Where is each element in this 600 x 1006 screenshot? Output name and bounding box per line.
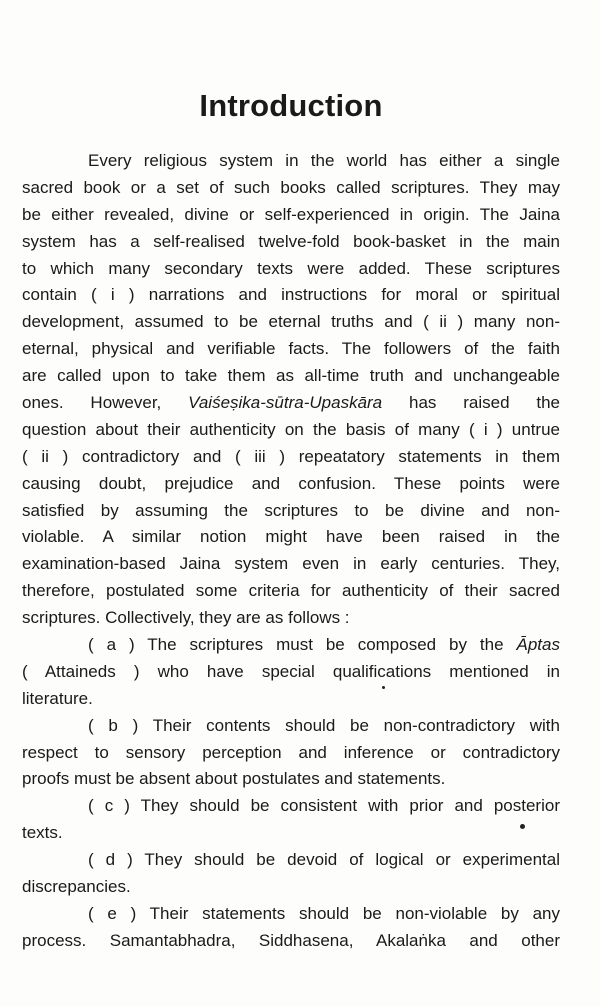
text-line: eternal, physical and verifiable facts. The followers of the faith: [22, 339, 560, 359]
text-line: Every religious system in the world has either a single: [88, 151, 560, 170]
text-line: literature.: [22, 688, 93, 708]
text-line: ( Attaineds ) who have special qualifications mentioned in: [22, 661, 560, 681]
text-line: contain ( i ) narrations and instructions for moral or spiritual: [22, 285, 560, 305]
text-segment: has raised the: [408, 393, 560, 413]
text-line: process. Samantabhadra, Siddhasena, Akalaṅka and other: [22, 930, 560, 950]
criterion-d-line: ( d ) They should be devoid of logical or experimental: [88, 850, 560, 870]
text-line: proofs must be absent about postulates and statements.: [22, 769, 446, 789]
ink-speck: [520, 824, 525, 829]
criterion-b-line: ( b ) Their contents should be non-contradictory with: [88, 715, 560, 735]
text-line: scriptures. Collectively, they are as follows :: [22, 608, 350, 628]
text-line: respect to sensory perception and inference or contradictory: [22, 742, 560, 762]
criterion-c-line: ( c ) They should be consistent with prior and posterior: [88, 796, 560, 816]
text-line: texts.: [22, 823, 63, 843]
text-line: sacred book or a set of such books called scriptures. They may: [22, 177, 560, 197]
text-line: be either revealed, divine or self-experienced in origin. The Jaina: [22, 204, 560, 224]
text-line: satisfied by assuming the scriptures to be divine and non-: [22, 500, 560, 520]
ink-speck: [382, 686, 385, 689]
text-segment: ones. However,: [22, 393, 162, 413]
text-line-with-italic-title: [22, 390, 560, 417]
text-segment: ( a ) The scriptures must be composed by the: [88, 635, 504, 655]
text-line: discrepancies.: [22, 877, 131, 897]
text-line: ( ii ) contradictory and ( iii ) repeatatory statements in them: [22, 446, 560, 466]
text-line: question about their authenticity on the basis of many ( i ) untrue: [22, 419, 560, 439]
criterion-a-line: [22, 632, 560, 659]
text-line: causing doubt, prejudice and confusion. These points were: [22, 473, 560, 493]
text-line: development, assumed to be eternal truths and ( ii ) many non-: [22, 312, 560, 332]
text-line: violable. A similar notion might have been raised in the: [22, 527, 560, 547]
text-line: system has a self-realised twelve-fold book-basket in the main: [22, 231, 560, 251]
text-line: to which many secondary texts were added. These scriptures: [22, 258, 560, 278]
italic-work-title: Vaiśeṣika-sūtra-Upaskāra: [188, 393, 383, 413]
italic-term: Āptas: [516, 635, 560, 655]
text-line: are called upon to take them as all-time truth and unchangeable: [22, 366, 560, 386]
page-title: Introduction: [199, 88, 383, 123]
criterion-e-line: ( e ) Their statements should be non-violable by any: [88, 903, 560, 923]
body-text: [22, 148, 560, 955]
text-line: examination-based Jaina system even in early centuries. They,: [22, 554, 560, 574]
text-line: therefore, postulated some criteria for authenticity of their sacred: [22, 581, 560, 601]
